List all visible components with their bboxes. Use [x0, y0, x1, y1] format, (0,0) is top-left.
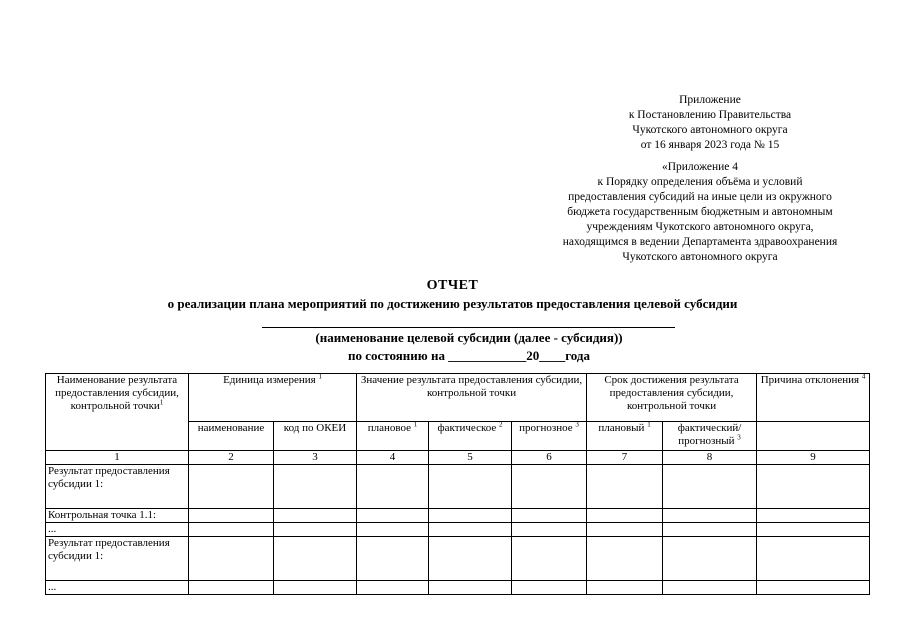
- table-cell: [274, 537, 357, 581]
- column-number: 4: [357, 451, 429, 465]
- table-cell: [757, 581, 870, 595]
- table-cell: [587, 581, 663, 595]
- header-result-name: Наименование результата предоставления субсидии, контрольной точки$^1$: [46, 374, 189, 451]
- table-row: [46, 537, 870, 581]
- table-cell: [429, 509, 512, 523]
- table-cell: [274, 465, 357, 509]
- header-deadline: Срок достижения результата предоставления субсидии, контрольной точки: [587, 374, 757, 422]
- table-cell: [189, 537, 274, 581]
- table-cell: [512, 465, 587, 509]
- table-cell: [274, 523, 357, 537]
- table-cell: [357, 509, 429, 523]
- column-number: 8: [663, 451, 757, 465]
- table-cell: [357, 537, 429, 581]
- table-cell: [587, 523, 663, 537]
- row-label: Результат предоставления субсидии 1:: [46, 537, 189, 581]
- unit-name-label: наименование: [197, 422, 265, 434]
- appendix-line: от 16 января 2023 года № 15: [640, 139, 780, 151]
- table-cell: [757, 537, 870, 581]
- appendix-line: Чукотского автономного округа: [622, 251, 778, 263]
- table-cell: [429, 523, 512, 537]
- header-reason-empty: [757, 422, 870, 451]
- appendix-line: предоставления субсидий на иные цели из окружного: [568, 191, 832, 203]
- appendix-line: учреждениям Чукотского автономного округа,: [586, 221, 814, 233]
- header-unit: Единица измерения $^1$: [189, 374, 357, 422]
- row-label: ...: [46, 581, 189, 595]
- table-cell: [357, 465, 429, 509]
- appendix-line: «Приложение 4: [661, 161, 739, 173]
- table-cell: [357, 523, 429, 537]
- header-unit-okei: [274, 422, 357, 451]
- table-cell: [757, 509, 870, 523]
- subsidy-name-blank-line: [262, 327, 675, 328]
- column-number: 6: [512, 451, 587, 465]
- table-cell: [663, 581, 757, 595]
- table-cell: [512, 537, 587, 581]
- table-cell: [189, 523, 274, 537]
- table-cell: [757, 465, 870, 509]
- unit-okei-label: код по ОКЕИ: [283, 422, 347, 434]
- table-cell: [587, 509, 663, 523]
- column-number: 2: [189, 451, 274, 465]
- table-cell: [663, 537, 757, 581]
- table-cell: [357, 581, 429, 595]
- table-cell: [587, 537, 663, 581]
- appendix-4-header: [540, 160, 860, 265]
- table-cell: [512, 581, 587, 595]
- table-cell: [274, 509, 357, 523]
- table-cell: [274, 581, 357, 595]
- table-cell: [189, 509, 274, 523]
- header-deadline-planned: плановый $^1$: [587, 422, 663, 451]
- table-cell: [429, 465, 512, 509]
- table-cell: [512, 523, 587, 537]
- header-deadline-actual: фактический/ прогнозный $^3$: [663, 422, 757, 451]
- column-number: 7: [587, 451, 663, 465]
- header-unit-name: [189, 422, 274, 451]
- appendix-line: к Постановлению Правительства: [628, 109, 792, 121]
- header-value-actual: фактическое $^2$: [429, 422, 512, 451]
- header-value: Значение результата предоставления субсидии, контрольной точки: [357, 374, 587, 422]
- table-cell: [429, 537, 512, 581]
- appendix-line: бюджета государственным бюджетным и автономным: [567, 206, 833, 218]
- appendix-line: находящимся в ведении Департамента здравоохранения: [562, 236, 838, 248]
- table-cell: [189, 581, 274, 595]
- header-value-planned: плановое $^1$: [357, 422, 429, 451]
- table-cell: [663, 465, 757, 509]
- table-row: [46, 465, 870, 509]
- as-of-date-line: по состоянию на ____________20____года: [348, 348, 590, 363]
- table-cell: [189, 465, 274, 509]
- column-number: 5: [429, 451, 512, 465]
- table-cell: [587, 465, 663, 509]
- table-row: [46, 581, 870, 595]
- report-title: ОТЧЕТ: [426, 278, 479, 293]
- table-row: [46, 523, 870, 537]
- table-cell: [663, 509, 757, 523]
- header-value-forecast: прогнозное $^3$: [512, 422, 587, 451]
- appendix-line: Чукотского автономного округа: [632, 124, 788, 136]
- row-label: ...: [46, 523, 189, 537]
- row-label: Результат предоставления субсидии 1:: [46, 465, 189, 509]
- subsidy-name-caption: (наименование целевой субсидии (далее - субсидия)): [315, 330, 623, 345]
- appendix-line: к Порядку определения объёма и условий: [597, 176, 803, 188]
- header-reason: Причина отклонения $^4$: [757, 374, 870, 422]
- column-number: 3: [274, 451, 357, 465]
- appendix-line: Приложение: [679, 94, 741, 106]
- table-cell: [757, 523, 870, 537]
- table-cell: [429, 581, 512, 595]
- column-numbers-row: [46, 451, 870, 465]
- report-subtitle: о реализации плана мероприятий по достижению результатов предоставления целевой субсидии: [167, 296, 738, 311]
- table-row: [46, 509, 870, 523]
- report-table: [45, 373, 870, 595]
- table-cell: [663, 523, 757, 537]
- row-label: Контрольная точка 1.1:: [46, 509, 189, 523]
- column-number: 1: [46, 451, 189, 465]
- column-number: 9: [757, 451, 870, 465]
- table-cell: [512, 509, 587, 523]
- appendix-header: [560, 93, 860, 153]
